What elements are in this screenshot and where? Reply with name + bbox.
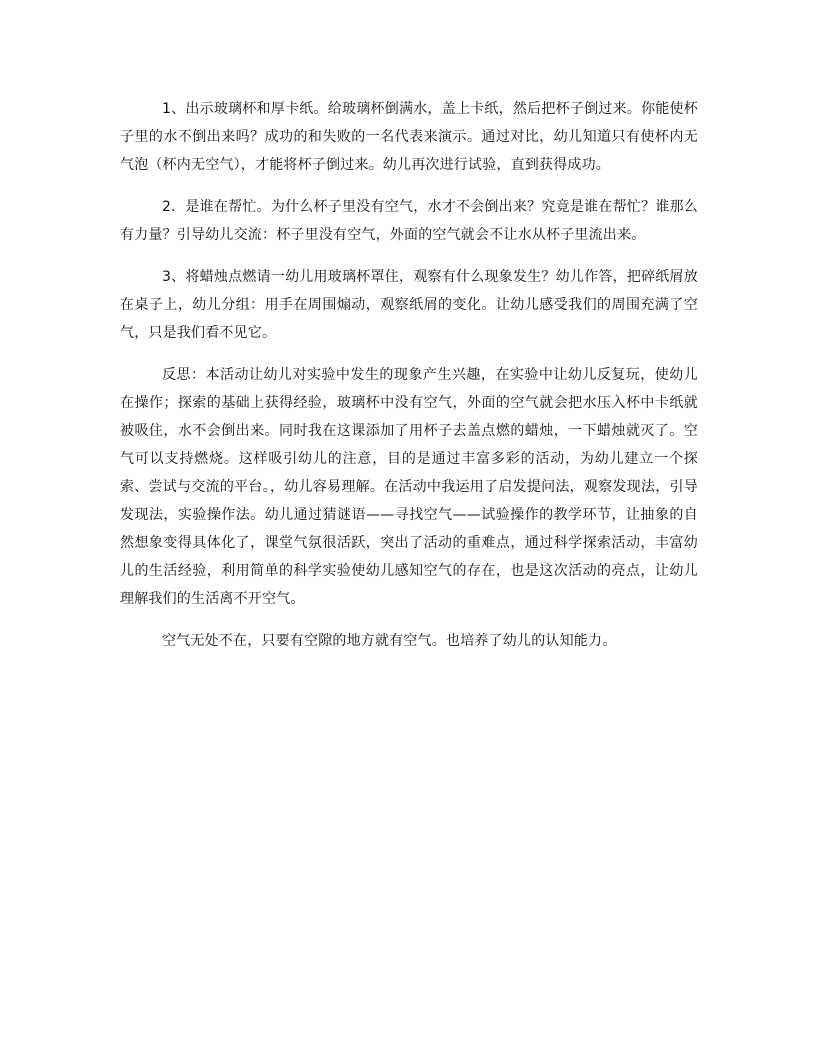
paragraph-experiment-1: 1、出示玻璃杯和厚卡纸。给玻璃杯倒满水，盖上卡纸，然后把杯子倒过来。你能使杯子里的水不倒出来吗？成功的和失败的一名代表来演示。通过对比，幼儿知道只有使杯内无气泡（杯内无空气），才能将杯子倒过来。幼儿再次进行试验，直到获得成功。 xyxy=(120,101,698,173)
paragraph-experiment-2: 2．是谁在帮忙。为什么杯子里没有空气，水才不会倒出来？究竟是谁在帮忙？谁那么有力量？引导幼儿交流：杯子里没有空气，外面的空气就会不让水从杯子里流出来。 xyxy=(120,199,698,243)
paragraph-conclusion: 空气无处不在，只要有空隙的地方就有空气。也培养了幼儿的认知能力。 xyxy=(162,633,617,649)
paragraph-reflection: 反思：本活动让幼儿对实验中发生的现象产生兴趣，在实验中让幼儿反复玩，使幼儿在操作；探索的基础上获得经验，玻璃杯中没有空气，外面的空气就会把水压入杯中卡纸就被吸住，水不会倒出来。同时我在这课添加了用杯子去盖点燃的蜡烛，一下蜡烛就灭了。空气可以支持燃烧。这样吸引幼儿的注意，目的是通过丰富多彩的活动，为幼儿建立一个探索、尝试与交流的平台。，幼儿容易理解。在活动中我运用了启发提问法，观察发现法，引导发现法，实验操作法。幼儿通过猜谜语——寻找空气——试验操作的教学环节，让抽象的自然想象变得具体化了，课堂气氛很活跃，突出了活动的重难点，通过科学探索活动，丰富幼儿的生活经验，利用简单的科学实验使幼儿感知空气的存在，也是这次活动的亮点，让幼儿理解我们的生活离不开空气。 xyxy=(120,367,698,607)
document-body xyxy=(120,95,698,669)
paragraph-experiment-3: 3、将蜡烛点燃请一幼儿用玻璃杯罩住，观察有什么现象发生？幼儿作答，把碎纸屑放在桌子上，幼儿分组：用手在周围煽动，观察纸屑的变化。让幼儿感受我们的周围充满了空气，只是我们看不见它。 xyxy=(120,269,698,341)
